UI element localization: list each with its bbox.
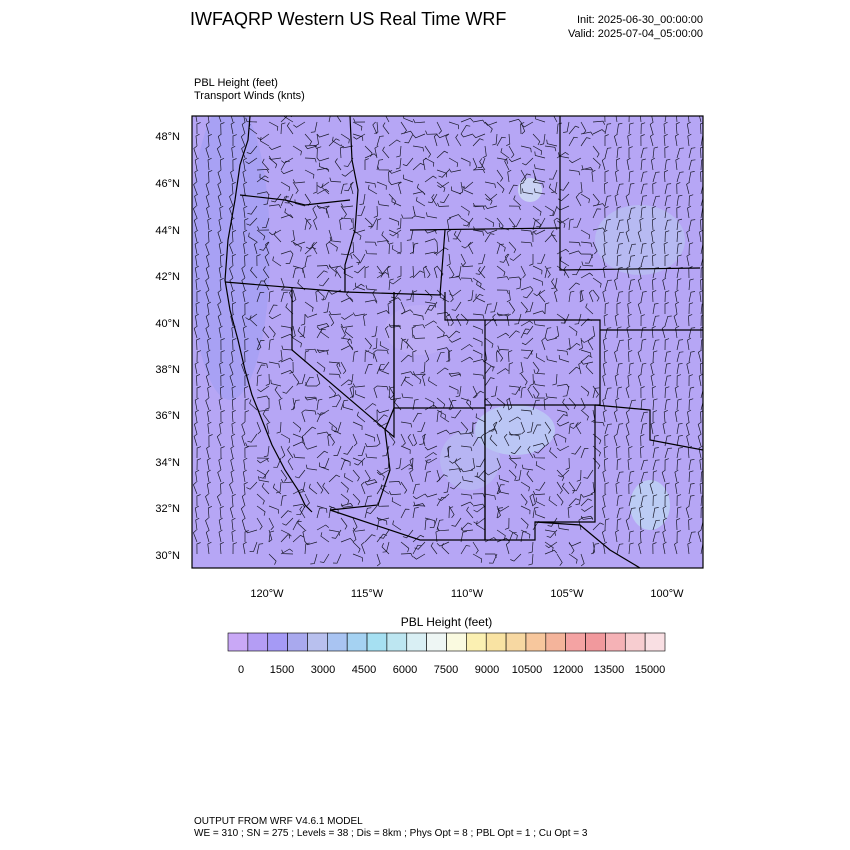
model-config: WE = 310 ; SN = 275 ; Levels = 38 ; Dis = 8km ; Phys Opt = 8 ; PBL Opt = 1 ; Cu Opt = 3 <box>194 828 588 839</box>
model-version: OUTPUT FROM WRF V4.6.1 MODEL <box>194 816 363 827</box>
colorbar-tick-label: 13500 <box>593 664 625 676</box>
colorbar-labels <box>238 664 665 676</box>
lat-label: 32°N <box>155 503 180 515</box>
pbl-patch <box>440 430 500 490</box>
colorbar-swatch <box>605 633 625 651</box>
colorbar-tick-label: 12000 <box>552 664 584 676</box>
colorbar-swatch <box>228 633 248 651</box>
colorbar-swatch <box>307 633 327 651</box>
colorbar-swatch <box>466 633 486 651</box>
colorbar-swatch <box>347 633 367 651</box>
lat-label: 46°N <box>155 178 180 190</box>
lat-label: 38°N <box>155 364 180 376</box>
valid-time: Valid: 2025-07-04_05:00:00 <box>568 28 703 40</box>
colorbar-swatch <box>248 633 268 651</box>
colorbar-title: PBL Height (feet) <box>400 615 493 629</box>
colorbar-swatch <box>327 633 347 651</box>
lat-label: 30°N <box>155 550 180 562</box>
colorbar-swatch <box>586 633 606 651</box>
colorbar <box>228 633 665 651</box>
colorbar-swatch <box>447 633 467 651</box>
colorbar-swatch <box>387 633 407 651</box>
colorbar-swatch <box>486 633 506 651</box>
colorbar-tick-label: 6000 <box>392 664 418 676</box>
secondary-field-label: Transport Winds (knts) <box>194 90 305 102</box>
lat-label: 48°N <box>155 131 180 143</box>
colorbar-tick-label: 3000 <box>310 664 336 676</box>
colorbar-tick-label: 15000 <box>634 664 666 676</box>
colorbar-tick-label: 1500 <box>269 664 295 676</box>
primary-field-label: PBL Height (feet) <box>194 77 278 89</box>
pbl-patch <box>190 100 270 400</box>
colorbar-tick-label: 4500 <box>351 664 377 676</box>
lat-label: 34°N <box>155 457 180 469</box>
lon-label: 110°W <box>450 588 484 600</box>
lat-label: 36°N <box>155 410 180 422</box>
colorbar-swatch <box>367 633 387 651</box>
colorbar-swatch <box>427 633 447 651</box>
lon-label: 105°W <box>550 588 584 600</box>
longitude-axis <box>250 588 684 600</box>
lat-label: 42°N <box>155 271 180 283</box>
colorbar-swatch <box>625 633 645 651</box>
lon-label: 120°W <box>250 588 284 600</box>
latitude-axis <box>155 131 180 562</box>
colorbar-swatch <box>407 633 427 651</box>
colorbar-swatch <box>566 633 586 651</box>
pbl-patch <box>595 205 685 275</box>
colorbar-tick-label: 9000 <box>474 664 500 676</box>
lat-label: 44°N <box>155 225 180 237</box>
page-title: IWFAQRP Western US Real Time WRF <box>190 9 507 29</box>
colorbar-swatch <box>526 633 546 651</box>
colorbar-swatch <box>645 633 665 651</box>
colorbar-tick-label: 7500 <box>433 664 459 676</box>
lon-label: 115°W <box>350 588 384 600</box>
colorbar-tick-label: 10500 <box>511 664 543 676</box>
colorbar-swatch <box>546 633 566 651</box>
lon-label: 100°W <box>650 588 684 600</box>
colorbar-tick-label: 0 <box>237 664 245 676</box>
lat-label: 40°N <box>155 318 180 330</box>
colorbar-swatch <box>288 633 308 651</box>
model-info <box>194 816 587 840</box>
colorbar-swatch <box>506 633 526 651</box>
colorbar-swatch <box>268 633 288 651</box>
init-time: Init: 2025-06-30_00:00:00 <box>577 14 703 26</box>
